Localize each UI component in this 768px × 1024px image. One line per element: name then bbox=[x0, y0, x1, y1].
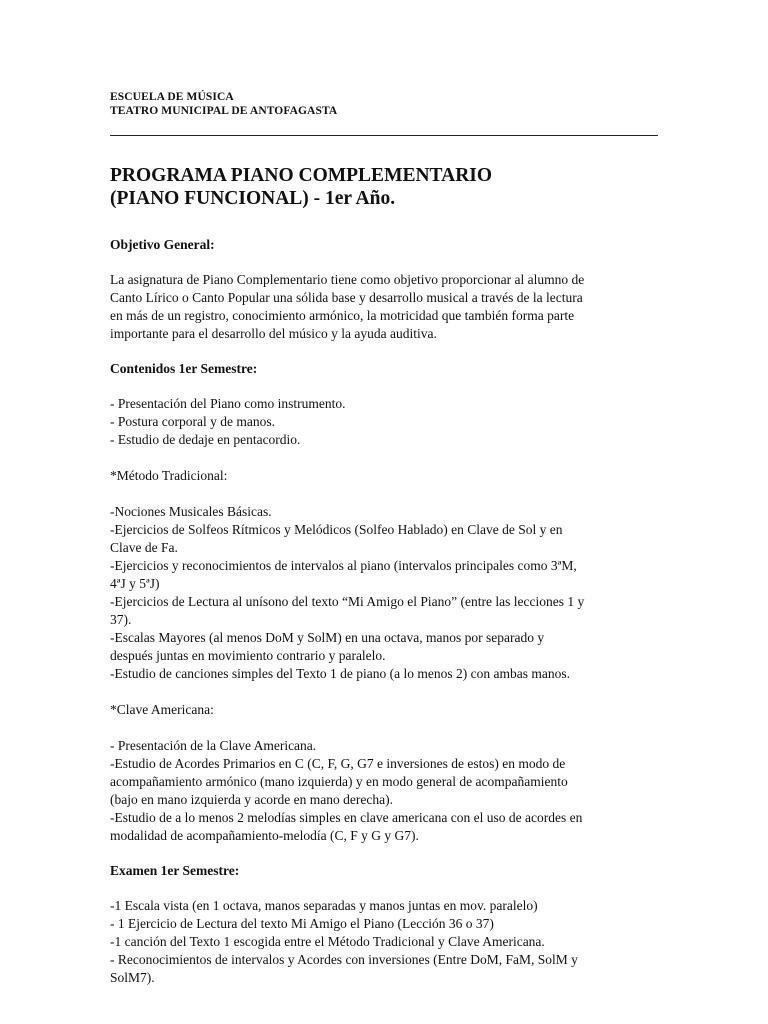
list-item: -Ejercicios de Solfeos Rítmicos y Melódicos (Solfeo Hablado) en Clave de Sol y en bbox=[110, 522, 563, 537]
list-item: -1 Escala vista (en 1 octava, manos separadas y manos juntas en mov. paralelo) bbox=[110, 898, 538, 913]
americana-heading: *Clave Americana: bbox=[110, 702, 214, 717]
examen-list bbox=[110, 897, 658, 987]
list-item: - Reconocimientos de intervalos y Acordes con inversiones (Entre DoM, FaM, SolM y bbox=[110, 952, 578, 967]
objetivo-heading: Objetivo General: bbox=[110, 237, 215, 252]
text-line: Canto Lírico o Canto Popular una sólida base y desarrollo musical a través de la lectura bbox=[110, 290, 583, 305]
list-item: (bajo en mano izquierda y acorde en mano derecha). bbox=[110, 792, 393, 807]
list-item: -Estudio de canciones simples del Texto 1 de piano (a lo menos 2) con ambas manos. bbox=[110, 666, 570, 681]
text-line: en más de un registro, conocimiento armónico, la motricidad que también forma parte bbox=[110, 308, 575, 323]
header-rule bbox=[110, 135, 658, 136]
tradicional-list bbox=[110, 503, 658, 683]
tradicional-heading: *Método Tradicional: bbox=[110, 468, 228, 483]
text-line: importante para el desarrollo del músico y la ayuda auditiva. bbox=[110, 326, 437, 341]
school-header bbox=[110, 90, 658, 118]
objetivo-paragraph bbox=[110, 271, 658, 343]
list-item: -Escalas Mayores (al menos DoM y SolM) en una octava, manos por separado y bbox=[110, 630, 545, 645]
list-item: -Estudio de a lo menos 2 melodías simples en clave americana con el uso de acordes en bbox=[110, 810, 583, 825]
list-item: 37). bbox=[110, 612, 132, 627]
list-item: -Ejercicios de Lectura al unísono del texto “Mi Amigo el Piano” (entre las lecciones 1 y bbox=[110, 594, 585, 609]
theatre-name: TEATRO MUNICIPAL DE ANTOFAGASTA bbox=[110, 105, 338, 117]
school-name: ESCUELA DE MÚSICA bbox=[110, 91, 234, 103]
list-item: 4ªJ y 5ªJ) bbox=[110, 576, 160, 591]
document-title bbox=[110, 164, 658, 210]
list-item: -Estudio de Acordes Primarios en C (C, F, G, G7 e inversiones de estos) en modo de bbox=[110, 756, 566, 771]
americana-list bbox=[110, 737, 658, 845]
list-item: SolM7). bbox=[110, 970, 155, 985]
list-item: después juntas en movimiento contrario y paralelo. bbox=[110, 648, 386, 663]
list-item: -Ejercicios y reconocimientos de intervalos al piano (intervalos principales como 3ªM, bbox=[110, 558, 577, 573]
list-item: - Presentación del Piano como instrumento. bbox=[110, 396, 346, 411]
list-item: acompañamiento armónico (mano izquierda) y en modo general de acompañamiento bbox=[110, 774, 568, 789]
text-line: La asignatura de Piano Complementario tiene como objetivo proporcionar al alumno de bbox=[110, 272, 585, 287]
list-item: - Presentación de la Clave Americana. bbox=[110, 738, 317, 753]
list-item: - 1 Ejercicio de Lectura del texto Mi Amigo el Piano (Lección 36 o 37) bbox=[110, 916, 494, 931]
document-page bbox=[110, 90, 658, 987]
contenidos-intro bbox=[110, 395, 658, 449]
examen-heading: Examen 1er Semestre: bbox=[110, 863, 240, 878]
title-line-2: (PIANO FUNCIONAL) - 1er Año. bbox=[110, 188, 396, 209]
list-item: Clave de Fa. bbox=[110, 540, 178, 555]
list-item: - Postura corporal y de manos. bbox=[110, 414, 275, 429]
list-item: modalidad de acompañamiento-melodía (C, F y G y G7). bbox=[110, 828, 419, 843]
list-item: -1 canción del Texto 1 escogida entre el Método Tradicional y Clave Americana. bbox=[110, 934, 545, 949]
list-item: - Estudio de dedaje en pentacordio. bbox=[110, 432, 301, 447]
title-line-1: PROGRAMA PIANO COMPLEMENTARIO bbox=[110, 165, 493, 186]
list-item: -Nociones Musicales Básicas. bbox=[110, 504, 272, 519]
contenidos-heading: Contenidos 1er Semestre: bbox=[110, 361, 258, 376]
